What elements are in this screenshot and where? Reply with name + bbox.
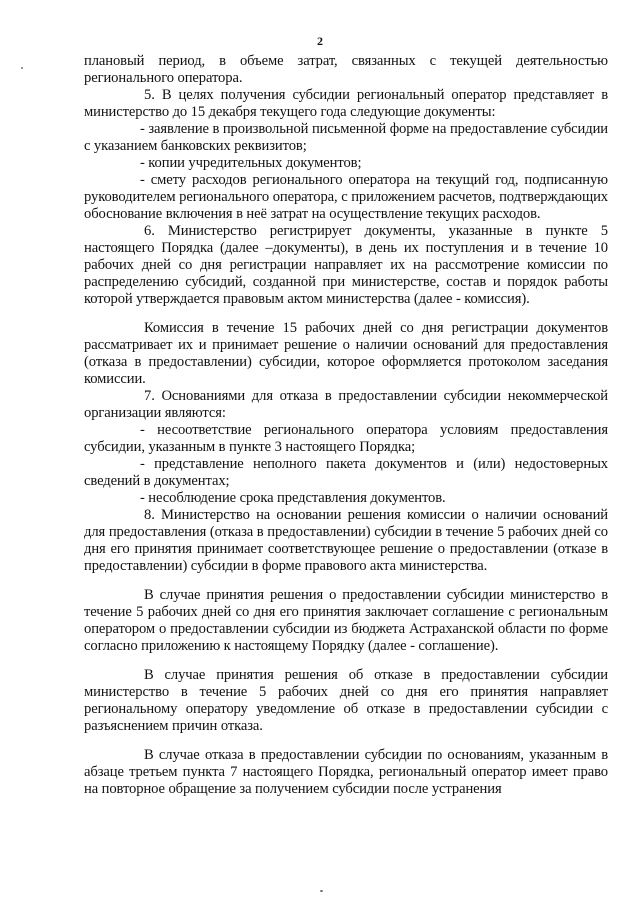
paragraph: Комиссия в течение 15 рабочих дней со дня регистрации документов рассматривает их и принимает решение о наличии оснований для предоставления (отказа в предоставлении) субсидии, которое оформляется протоколом заседания комиссии. [84, 320, 608, 387]
paragraph: плановый период, в объеме затрат, связанных с текущей деятельностью регионального оператора. [84, 53, 608, 86]
scan-speck [320, 890, 323, 892]
paragraph: В случае отказа в предоставлении субсидии по основаниям, указанным в абзаце третьем пункта 7 настоящего Порядка, региональный оператор имеет право на повторное обращение за получением субсидии после устранения [84, 747, 608, 797]
paragraph: 8. Министерство на основании решения комиссии о наличии оснований для предоставления (отказа в предоставлении) субсидии в течение 5 рабочих дней со дня его принятия принимает соответствующее решение о предоставлении (отказе в предоставлении) субсидии в форме правового акта министерства. [84, 507, 608, 574]
paragraph: 5. В целях получения субсидии региональный оператор представляет в министерство до 15 декабря текущего года следующие документы: [84, 87, 608, 120]
paragraph: В случае принятия решения о предоставлении субсидии министерство в течение 5 рабочих дней со дня его принятия заключает соглашение с региональным оператором о предоставлении субсидии из бюджета Астраханской области по форме согласно приложению к настоящему Порядку (далее - соглашение). [84, 587, 608, 654]
list-item: - копии учредительных документов; [140, 155, 362, 171]
scan-speck [21, 67, 23, 69]
list-item: - заявление в произвольной письменной форме на предоставление субсидии с указанием банковских реквизитов; [84, 121, 608, 154]
list-item: - представление неполного пакета документов и (или) недостоверных сведений в документах; [84, 456, 608, 489]
list-item: - несоответствие регионального оператора условиям предоставления субсидии, указанным в пункте 3 настоящего Порядка; [84, 422, 608, 455]
list-item: - несоблюдение срока представления документов. [140, 490, 446, 506]
page-number: 2 [317, 34, 323, 48]
paragraph: 7. Основаниями для отказа в предоставлении субсидии некоммерческой организации являются: [84, 388, 608, 421]
body-text [84, 53, 608, 798]
paragraph: В случае принятия решения об отказе в предоставлении субсидии министерство в течение 5 рабочих дней со дня его принятия направляет региональному оператору уведомление об отказе в предоставлении субсидии с разъяснением причин отказа. [84, 667, 608, 734]
list-item: - смету расходов регионального оператора на текущий год, подписанную руководителем регионального оператора, с приложением расчетов, подтверждающих обоснование включения в неё затрат на осуществление текущих расходов. [84, 172, 608, 222]
paragraph: 6. Министерство регистрирует документы, указанные в пункте 5 настоящего Порядка (далее –документы), в день их поступления и в течение 10 рабочих дней со дня регистрации направляет их на рассмотрение комиссии по распределению субсидий, созданной при министерстве, состав и порядок работы которой утверждается правовым актом министерства (далее - комиссия). [84, 223, 608, 307]
